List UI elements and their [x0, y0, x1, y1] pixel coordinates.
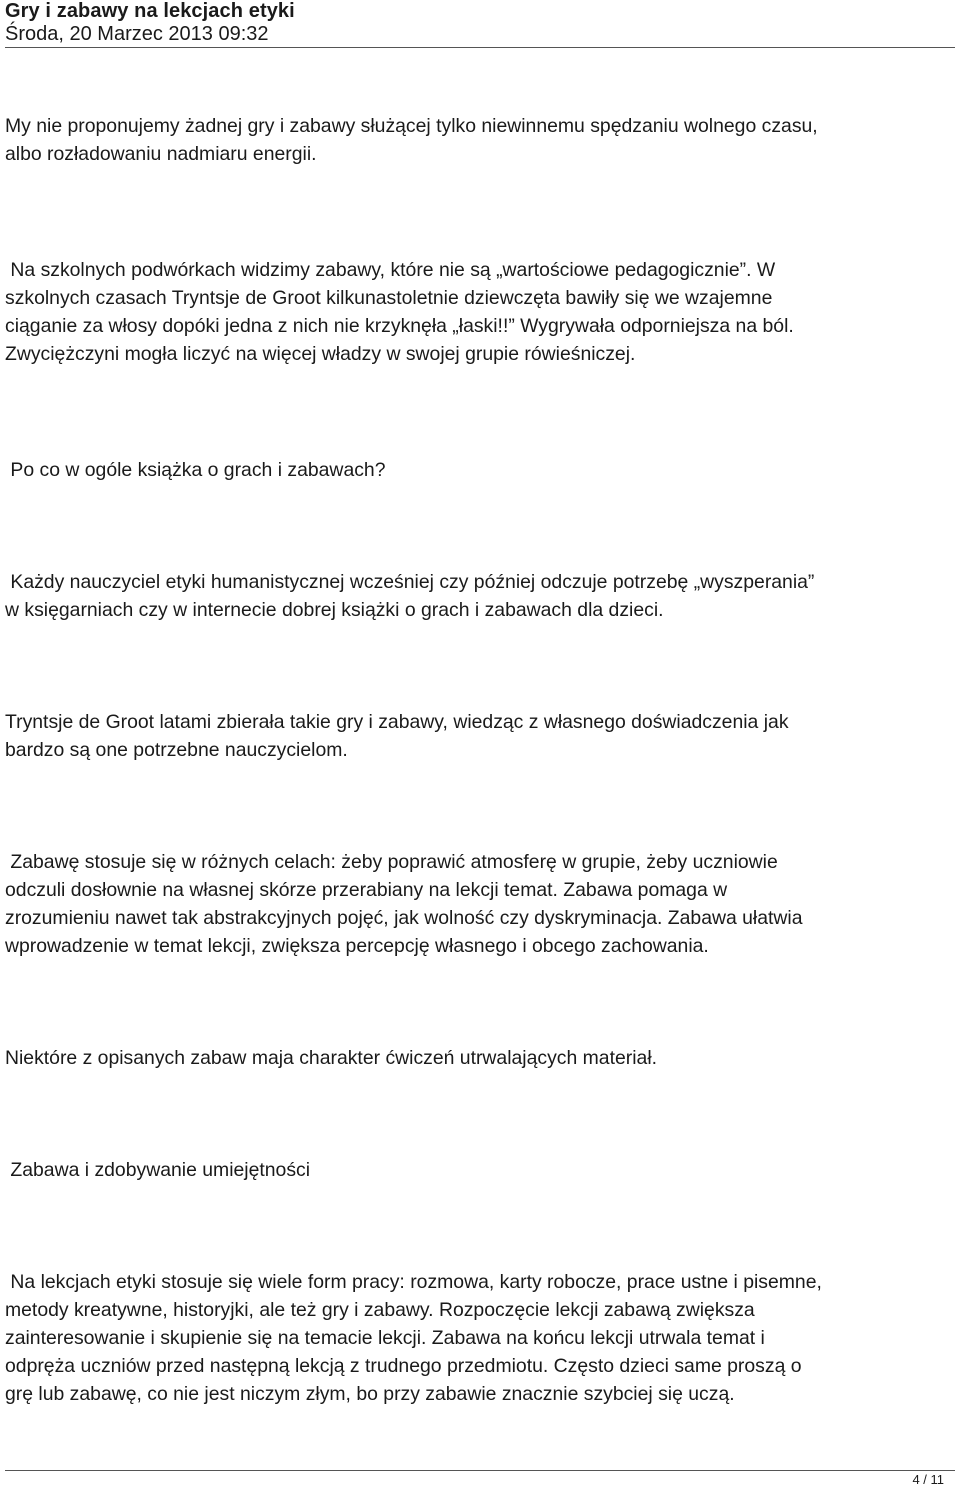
paragraph-exercises: Niektóre z opisanych zabaw maja charakter ćwiczeń utrwalających materiał. — [5, 1047, 658, 1069]
heading-skills: Zabawa i zdobywanie umiejętności — [5, 1159, 311, 1181]
paragraph-purposes: Zabawę stosuje się w różnych celach: żeby poprawić atmosferę w grupie, żeby uczniowie odczuli dosłownie na własnej skórze przerabiany na lekcji temat. Zabawa pomaga w zrozumieniu nawet tak abstrakcyjnych pojęć, jak wolność czy dyskryminacja. Zabawa ułatwia wprowadzenie w temat lekcji, zwiększa percepcję własnego i obcego zachowania. — [5, 851, 803, 957]
document-title: Gry i zabawy na lekcjach etyki — [5, 0, 295, 22]
document-body — [5, 112, 955, 1408]
page-number: 4 / 11 — [912, 1472, 944, 1487]
document-header — [5, 0, 955, 46]
paragraph-intro: My nie proponujemy żadnej gry i zabawy służącej tylko niewinnemu spędzaniu wolnego czasu, albo rozładowaniu nadmiaru energii. — [5, 115, 818, 165]
paragraph-teacher-need: Każdy nauczyciel etyki humanistycznej wcześniej czy później odczuje potrzebę „wyszperania” w księgarniach czy w internecie dobrej książki o grach i zabawach dla dzieci. — [5, 571, 815, 621]
paragraph-schoolyard: Na szkolnych podwórkach widzimy zabawy, które nie są „wartościowe pedagogicznie”. W szkolnych czasach Tryntsje de Groot kilkunastoletnie dziewczęta bawiły się we wzajemne ciąganie za włosy dopóki jedna z nich nie krzyknęła „łaski!!” Wygrywała odporniejsza na ból. Zwyciężczyni mogła liczyć na więcej władzy w swojej grupie rówieśniczej. — [5, 259, 794, 365]
paragraph-author: Tryntsje de Groot latami zbierała takie gry i zabawy, wiedząc z własnego doświadczenia jak bardzo są one potrzebne nauczycielom. — [5, 711, 789, 761]
document-date: Środa, 20 Marzec 2013 09:32 — [5, 23, 269, 45]
heading-why-book: Po co w ogóle książka o grach i zabawach? — [5, 459, 386, 481]
header-divider — [5, 47, 955, 48]
footer-divider — [5, 1470, 955, 1471]
paragraph-lesson-forms: Na lekcjach etyki stosuje się wiele form pracy: rozmowa, karty robocze, prace ustne i pisemne, metody kreatywne, historyjki, ale też gry i zabawy. Rozpoczęcie lekcji zabawą zwiększa zainteresowanie i skupienie się na temacie lekcji. Zabawa na końcu lekcji utrwala temat i odpręża uczniów przed następną lekcją z trudnego przedmiotu. Często dzieci same proszą o grę lub zabawę, co nie jest niczym złym, bo przy zabawie znacznie szybciej się uczą. — [5, 1271, 822, 1405]
